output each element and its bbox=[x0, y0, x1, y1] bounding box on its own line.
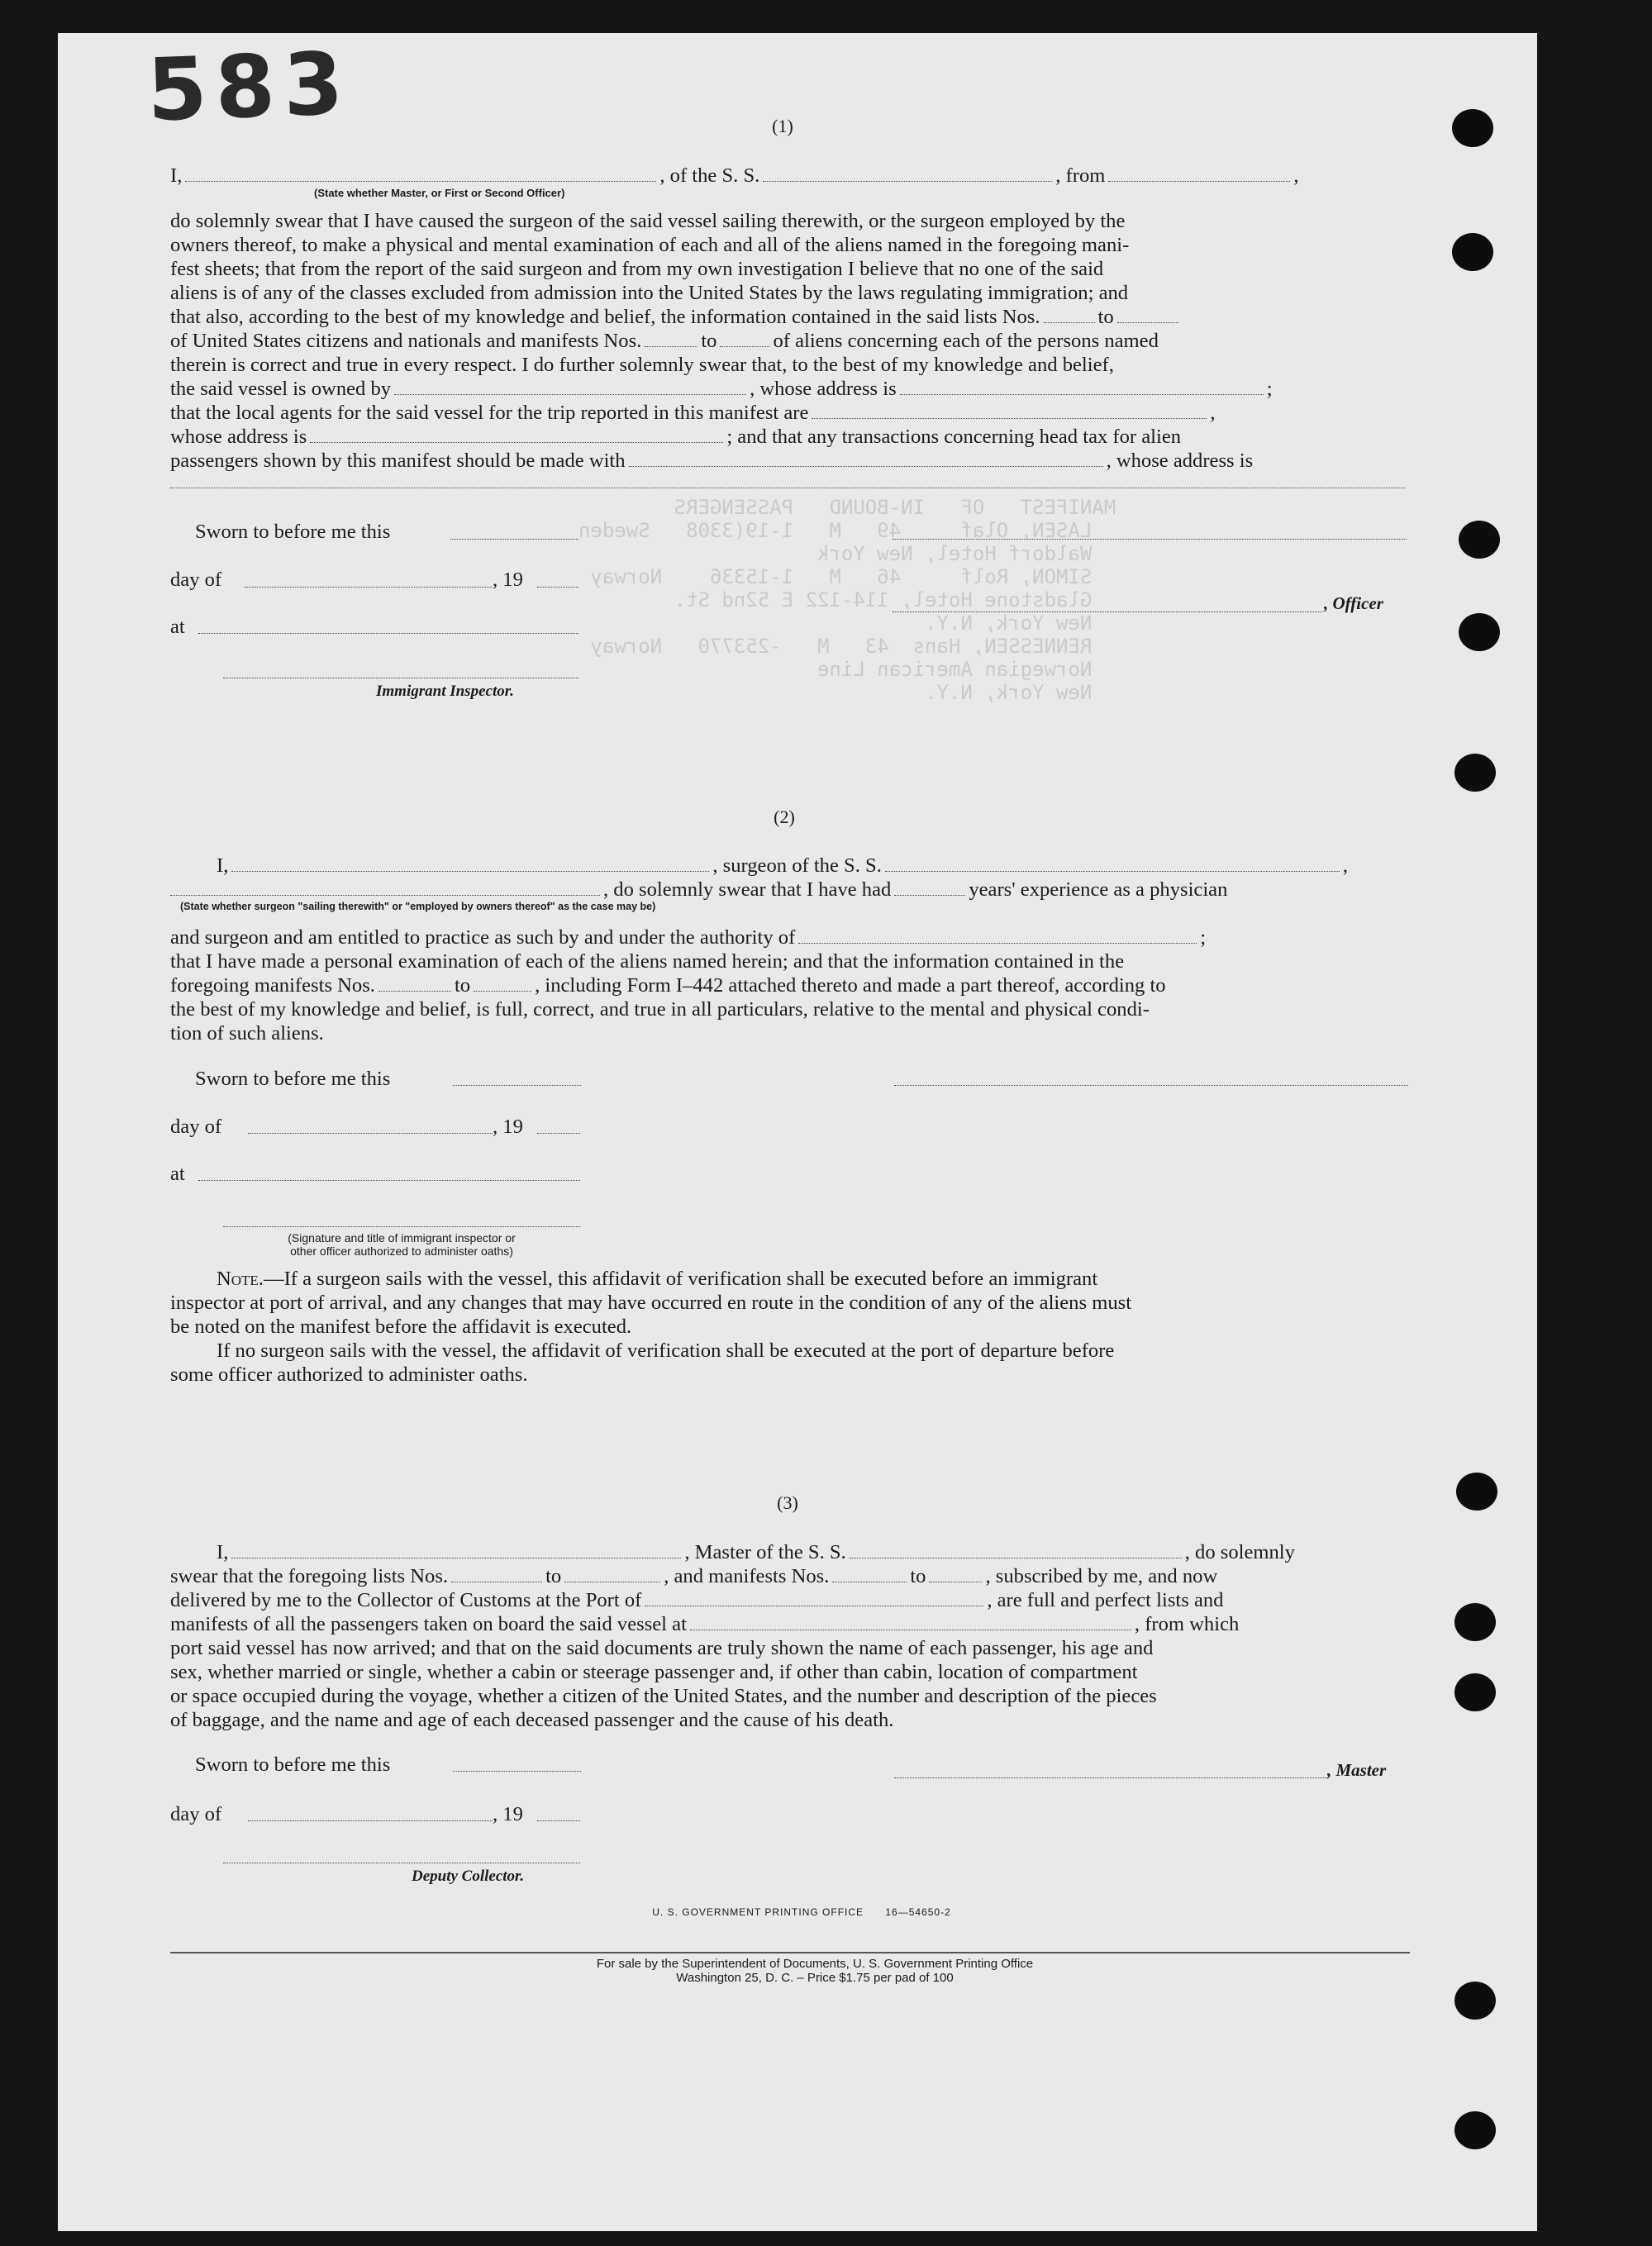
section2-body bbox=[170, 926, 1408, 1045]
body-line: that I have made a personal examination of each of the aliens named herein; and that the information contained in the bbox=[170, 950, 1125, 973]
sworn-day-field[interactable] bbox=[450, 539, 578, 540]
field-caption: (State whether surgeon "sailing therewith" or "employed by owners thereof" as the case may be) bbox=[180, 901, 656, 912]
punch-hole bbox=[1459, 613, 1500, 651]
body-line: some officer authorized to administer oaths. bbox=[170, 1363, 528, 1386]
text: , bbox=[1342, 854, 1348, 877]
punch-hole bbox=[1454, 754, 1496, 792]
text: , do solemnly swear that I have had bbox=[603, 878, 892, 901]
officer-label: , Officer bbox=[1324, 593, 1383, 613]
year-field[interactable] bbox=[537, 1133, 580, 1134]
text: of United States citizens and nationals and manifests Nos. bbox=[170, 330, 642, 352]
form-code: 16—54650-2 bbox=[885, 1906, 951, 1918]
departure-port-field[interactable] bbox=[1108, 164, 1290, 182]
manifests-from-field[interactable] bbox=[378, 974, 451, 992]
text: , including Form I–442 attached thereto and made a part thereof, according to bbox=[535, 974, 1166, 997]
text: manifests of all the passengers taken on board the said vessel at bbox=[170, 1613, 687, 1635]
punch-hole bbox=[1456, 1473, 1497, 1511]
text: For sale by the Superintendent of Documents, U. S. Government Printing Office bbox=[596, 1957, 1034, 1971]
body-line bbox=[170, 425, 1408, 449]
body-line: sex, whether married or single, whether a cabin or steerage passenger and, if other than cabin, location of compartment bbox=[170, 1661, 1138, 1683]
at-place-field[interactable] bbox=[198, 1180, 580, 1181]
bleed-through-text: MANIFEST OF IN-BOUND PASSENGERS LASEN, Olaf 49 M 1-19(3308 Sweden Waldorf Hotel, New York SIMON, Rolf 46 M 1-15336 Norway Gladstone Hotel, 114-122 E 52nd St. New York, N.Y. RENNESSEN, Hans 43 M -253770 Norway Norwegian American Line New York, N.Y. bbox=[578, 496, 1116, 704]
day-of-label: day of bbox=[170, 1116, 222, 1138]
punch-hole bbox=[1452, 109, 1493, 147]
officer-rank-field[interactable] bbox=[185, 164, 656, 182]
text: to bbox=[454, 974, 471, 997]
text: , do solemnly bbox=[1184, 1541, 1295, 1563]
text: I, bbox=[170, 164, 183, 187]
body-line bbox=[170, 329, 1408, 353]
text: that also, according to the best of my knowledge and belief, the information contained in the said lists Nos. bbox=[170, 306, 1040, 328]
punch-hole bbox=[1452, 233, 1493, 271]
year-field[interactable] bbox=[537, 1820, 580, 1821]
sworn-label: Sworn to before me this bbox=[195, 1753, 391, 1776]
section-number: (1) bbox=[772, 116, 793, 136]
section3-paragraph bbox=[170, 1540, 1408, 1732]
text: U. S. GOVERNMENT PRINTING OFFICE bbox=[652, 1906, 864, 1918]
handwritten-page-number: 583 bbox=[145, 32, 354, 141]
printing-office-imprint bbox=[595, 1906, 1008, 1920]
inspector-signature-line[interactable] bbox=[223, 1226, 580, 1227]
at-place-field[interactable] bbox=[198, 633, 578, 634]
text: years' experience as a physician bbox=[969, 878, 1228, 901]
port-field[interactable] bbox=[645, 1589, 983, 1606]
section1-body bbox=[170, 209, 1408, 473]
punch-hole bbox=[1459, 521, 1500, 559]
text: I, bbox=[217, 1541, 229, 1563]
body-line: the best of my knowledge and belief, is full, correct, and true in all particulars, relative to the mental and physical condi- bbox=[170, 998, 1150, 1021]
lists-from-field[interactable] bbox=[451, 1565, 542, 1582]
day-of-month-field[interactable] bbox=[248, 1133, 493, 1134]
year-label: , 19 bbox=[493, 569, 523, 591]
body-line: port said vessel has now arrived; and that on the said documents are truly shown the name of each passenger, his age and bbox=[170, 1637, 1154, 1659]
text: , from bbox=[1055, 164, 1106, 187]
text: of aliens concerning each of the persons named bbox=[773, 330, 1159, 352]
text: whose address is bbox=[170, 426, 307, 448]
surgeon-signature-line[interactable] bbox=[894, 1085, 1408, 1086]
section-number: (2) bbox=[774, 807, 795, 827]
manifests-from-field[interactable] bbox=[645, 330, 697, 347]
punch-hole bbox=[1454, 2111, 1496, 2149]
text: to bbox=[1097, 306, 1114, 328]
body-line bbox=[170, 377, 1408, 401]
surgeon-name-field[interactable] bbox=[231, 854, 709, 872]
section2-line1 bbox=[170, 854, 1408, 902]
text: ; bbox=[1200, 926, 1207, 949]
body-line bbox=[170, 1612, 1408, 1636]
text: , surgeon of the S. S. bbox=[712, 854, 882, 877]
body-line bbox=[170, 973, 1408, 997]
footer-divider bbox=[170, 1952, 1410, 1953]
body-line bbox=[170, 305, 1408, 329]
text: , from which bbox=[1134, 1613, 1240, 1635]
year-field[interactable] bbox=[537, 587, 578, 588]
body-line: be noted on the manifest before the affidavit is executed. bbox=[170, 1316, 632, 1338]
year-label: , 19 bbox=[493, 1803, 523, 1825]
body-line: of baggage, and the name and age of each deceased passenger and the cause of his death. bbox=[170, 1709, 894, 1731]
body-line: tion of such aliens. bbox=[170, 1022, 324, 1044]
note-label: Note. bbox=[217, 1268, 264, 1290]
lists-from-field[interactable] bbox=[1044, 306, 1095, 323]
text: , and manifests Nos. bbox=[664, 1565, 830, 1587]
text: , are full and perfect lists and bbox=[987, 1589, 1224, 1611]
sworn-label: Sworn to before me this bbox=[195, 521, 391, 543]
body-line bbox=[170, 878, 1408, 902]
at-label: at bbox=[170, 616, 185, 638]
boarding-port-field[interactable] bbox=[690, 1613, 1131, 1630]
note-paragraph bbox=[170, 1267, 1408, 1387]
body-line bbox=[170, 1564, 1408, 1588]
body-line bbox=[170, 1588, 1408, 1612]
day-of-label: day of bbox=[170, 1803, 222, 1825]
text: ; and that any transactions concerning head tax for alien bbox=[726, 426, 1182, 448]
officer-name-line[interactable] bbox=[893, 611, 1322, 612]
master-name-field[interactable] bbox=[231, 1541, 681, 1558]
at-label: at bbox=[170, 1163, 185, 1185]
text: —If a surgeon sails with the vessel, this affidavit of verification shall be executed before an immigrant bbox=[263, 1268, 1098, 1290]
section1-line1 bbox=[170, 164, 1408, 188]
text: , whose address is bbox=[750, 378, 897, 400]
punch-hole bbox=[1454, 1673, 1496, 1711]
lists-to-field[interactable] bbox=[1117, 306, 1178, 323]
text: Washington 25, D. C. – Price $1.75 per pad of 100 bbox=[676, 1971, 954, 1985]
agent-address-field[interactable] bbox=[310, 426, 723, 443]
section-number: (3) bbox=[777, 1492, 798, 1513]
text: ; bbox=[1266, 378, 1273, 400]
text: , of the S. S. bbox=[659, 164, 760, 187]
surgeon-vessel-field[interactable] bbox=[885, 854, 1340, 872]
signature-caption bbox=[223, 1231, 580, 1258]
manifests-from-field[interactable] bbox=[832, 1565, 907, 1582]
text: the said vessel is owned by bbox=[170, 378, 392, 400]
owner-address-field[interactable] bbox=[900, 378, 1264, 395]
text: , subscribed by me, and now bbox=[985, 1565, 1218, 1587]
manifests-to-field[interactable] bbox=[720, 330, 769, 347]
sworn-day-field[interactable] bbox=[453, 1771, 581, 1772]
master-label: , Master bbox=[1327, 1760, 1387, 1780]
sale-notice bbox=[459, 1957, 1170, 1985]
head-tax-contact-field[interactable] bbox=[629, 450, 1103, 467]
body-line bbox=[170, 926, 1408, 949]
master-signature-line[interactable] bbox=[894, 1777, 1327, 1778]
text: , whose address is bbox=[1106, 450, 1254, 472]
text: I, bbox=[217, 854, 229, 877]
years-experience-field[interactable] bbox=[894, 878, 965, 896]
body-line: do solemnly swear that I have caused the surgeon of the said vessel sailing therewith, or the surgeon employed by the bbox=[170, 210, 1126, 232]
text: swear that the foregoing lists Nos. bbox=[170, 1565, 449, 1587]
text: that the local agents for the said vessel for the trip reported in this manifest are bbox=[170, 402, 809, 424]
text: foregoing manifests Nos. bbox=[170, 974, 375, 997]
body-line: owners thereof, to make a physical and mental examination of each and all of the aliens named in the foregoing mani- bbox=[170, 234, 1130, 256]
text: , Master of the S. S. bbox=[684, 1541, 846, 1563]
text: to bbox=[545, 1565, 562, 1587]
body-line: aliens is of any of the classes excluded from admission into the United States by the laws regulating immigration; and bbox=[170, 282, 1129, 304]
punch-hole bbox=[1454, 1603, 1496, 1641]
sworn-label: Sworn to before me this bbox=[195, 1068, 391, 1090]
body-line bbox=[170, 1540, 1408, 1564]
text: , bbox=[1293, 164, 1299, 187]
body-line bbox=[170, 1267, 1408, 1291]
day-of-label: day of bbox=[170, 569, 222, 591]
manifests-to-field[interactable] bbox=[929, 1565, 982, 1582]
section1-paragraph bbox=[170, 164, 1408, 188]
manifests-to-field[interactable] bbox=[474, 974, 531, 992]
body-line bbox=[170, 449, 1408, 473]
body-line: fest sheets; that from the report of the said surgeon and from my own investigation I believe that no one of the said bbox=[170, 258, 1104, 280]
master-vessel-field[interactable] bbox=[850, 1541, 1182, 1558]
text: delivered by me to the Collector of Customs at the Port of bbox=[170, 1589, 642, 1611]
text: passengers shown by this manifest should be made with bbox=[170, 450, 626, 472]
body-line: therein is correct and true in every respect. I do further solemnly swear that, to the best of my knowledge and belief, bbox=[170, 354, 1114, 376]
text: other officer authorized to administer oaths) bbox=[290, 1244, 513, 1258]
field-caption: (State whether Master, or First or Second Officer) bbox=[314, 187, 565, 199]
lists-to-field[interactable] bbox=[564, 1565, 660, 1582]
text: and surgeon and am entitled to practice as such by and under the authority of bbox=[170, 926, 796, 949]
officer-signature-line[interactable] bbox=[893, 539, 1407, 540]
body-line: inspector at port of arrival, and any changes that may have occurred en route in the condition of any of the aliens must bbox=[170, 1292, 1132, 1314]
body-line bbox=[170, 854, 1408, 878]
body-line: or space occupied during the voyage, whether a citizen of the United States, and the number and description of the pieces bbox=[170, 1685, 1157, 1707]
deputy-collector-label: Deputy Collector. bbox=[412, 1868, 525, 1885]
sworn-day-field[interactable] bbox=[453, 1085, 581, 1086]
inspector-label: Immigrant Inspector. bbox=[376, 683, 514, 700]
surgeon-status-field[interactable] bbox=[170, 878, 600, 896]
day-of-month-field[interactable] bbox=[245, 587, 493, 588]
text: , bbox=[1210, 402, 1216, 424]
text: to bbox=[910, 1565, 926, 1587]
text: (Signature and title of immigrant inspector or bbox=[288, 1231, 516, 1244]
body-line: If no surgeon sails with the vessel, the affidavit of verification shall be executed at the port of departure before bbox=[217, 1340, 1115, 1362]
punch-hole bbox=[1454, 1982, 1496, 2020]
local-agents-field[interactable] bbox=[812, 402, 1207, 419]
practice-authority-field[interactable] bbox=[798, 926, 1197, 944]
body-line bbox=[170, 401, 1408, 425]
owner-field[interactable] bbox=[394, 378, 746, 395]
year-label: , 19 bbox=[493, 1116, 523, 1138]
vessel-name-field[interactable] bbox=[763, 164, 1052, 182]
text: to bbox=[701, 330, 717, 352]
day-of-month-field[interactable] bbox=[248, 1820, 493, 1821]
